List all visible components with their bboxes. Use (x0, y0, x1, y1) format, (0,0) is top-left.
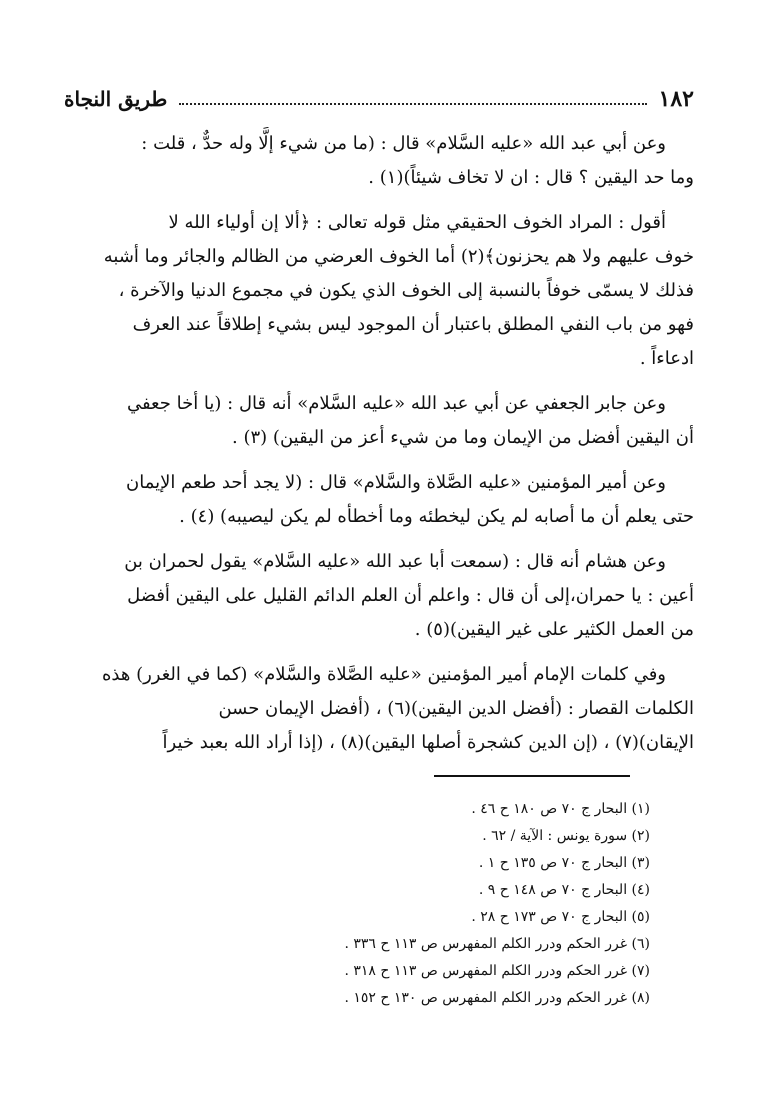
paragraph-line: وعن جابر الجعفي عن أبي عبد الله «عليه السَّلام» أنه قال : (يا أخا جعفي (126, 393, 666, 414)
paragraph-3 (64, 387, 694, 455)
paragraph-line: فهو من باب النفي المطلق باعتبار أن الموجود ليس بشيء إطلاقاً عند العرف (132, 314, 694, 335)
paragraph-5 (64, 545, 694, 647)
footnote-4: (٤) البحار ج ٧٠ ص ١٤٨ ح ٩ . (478, 882, 650, 898)
paragraph-6 (64, 658, 694, 760)
paragraph-line: أقول : المراد الخوف الحقيقي مثل قوله تعالى : ﴿ألا إن أولياء الله لا (168, 212, 666, 233)
paragraph-line: من العمل الكثير على غير اليقين)(٥) . (414, 619, 694, 640)
footnote-1: (١) البحار ج ٧٠ ص ١٨٠ ح ٤٦ . (471, 801, 650, 817)
dotted-leader (179, 103, 646, 105)
paragraph-line: وما حد اليقين ؟ قال : ان لا تخاف شيئاً)(١) . (368, 167, 694, 188)
paragraph-line: أعين : يا حمران،إلى أن قال : واعلم أن العلم الدائم القليل على اليقين أفضل (127, 585, 694, 606)
paragraph-2 (64, 206, 694, 376)
paragraph-line: حتى يعلم أن ما أصابه لم يكن ليخطئه وما أخطأه لم يكن ليصيبه) (٤) . (179, 506, 694, 527)
footnote-3: (٣) البحار ج ٧٠ ص ١٣٥ ح ١ . (478, 855, 650, 871)
paragraph-1 (64, 127, 694, 195)
page-header (64, 82, 694, 116)
paragraph-line: الإيقان)(٧) ، (إن الدين كشجرة أصلها اليقين)(٨) ، (إذا أراد الله بعبد خيراً (162, 732, 694, 753)
page-number: ١٨٢ (658, 86, 694, 112)
paragraph-line: وعن هشام أنه قال : (سمعت أبا عبد الله «عليه السَّلام» يقول لحمران بن (124, 551, 666, 572)
paragraph-4 (64, 466, 694, 534)
paragraph-line: فذلك لا يسمّى خوفاً بالنسبة إلى الخوف الذي يكون في مجموع الدنيا والآخرة ، (118, 280, 694, 301)
footnote-2: (٢) سورة يونس : الآية / ٦٢ . (482, 828, 650, 844)
footnotes (64, 796, 690, 1012)
paragraph-line: خوف عليهم ولا هم يحزنون﴾(٢) أما الخوف العرضي من الظالم والجائر وما أشبه (103, 246, 694, 267)
paragraph-line: أن اليقين أفضل من الإيمان وما من شيء أعز من اليقين) (٣) . (232, 427, 694, 448)
footnote-5: (٥) البحار ج ٧٠ ص ١٧٣ ح ٢٨ . (471, 909, 650, 925)
footnote-separator (434, 775, 630, 777)
footnote-8: (٨) غرر الحكم ودرر الكلم المفهرس ص ١٣٠ ح ١٥٢ . (344, 990, 650, 1006)
footnote-7: (٧) غرر الحكم ودرر الكلم المفهرس ص ١١٣ ح ٣١٨ . (344, 963, 650, 979)
paragraph-line: وعن أمير المؤمنين «عليه الصَّلاة والسَّلام» قال : (لا يجد أحد طعم الإيمان (126, 472, 666, 493)
paragraph-line: وفي كلمات الإمام أمير المؤمنين «عليه الصَّلاة والسَّلام» (كما في الغرر) هذه (101, 664, 666, 685)
running-title: طريق النجاة (64, 87, 168, 111)
footnote-6: (٦) غرر الحكم ودرر الكلم المفهرس ص ١١٣ ح ٣٣٦ . (344, 936, 650, 952)
paragraph-line: ادعاءاً . (639, 348, 694, 369)
body-text (64, 127, 694, 771)
paragraph-line: الكلمات القصار : (أفضل الدين اليقين)(٦) ، (أفضل الإيمان حسن (218, 698, 694, 719)
paragraph-line: وعن أبي عبد الله «عليه السَّلام» قال : (ما من شيء إلَّا وله حدٌّ ، قلت : (141, 133, 666, 154)
